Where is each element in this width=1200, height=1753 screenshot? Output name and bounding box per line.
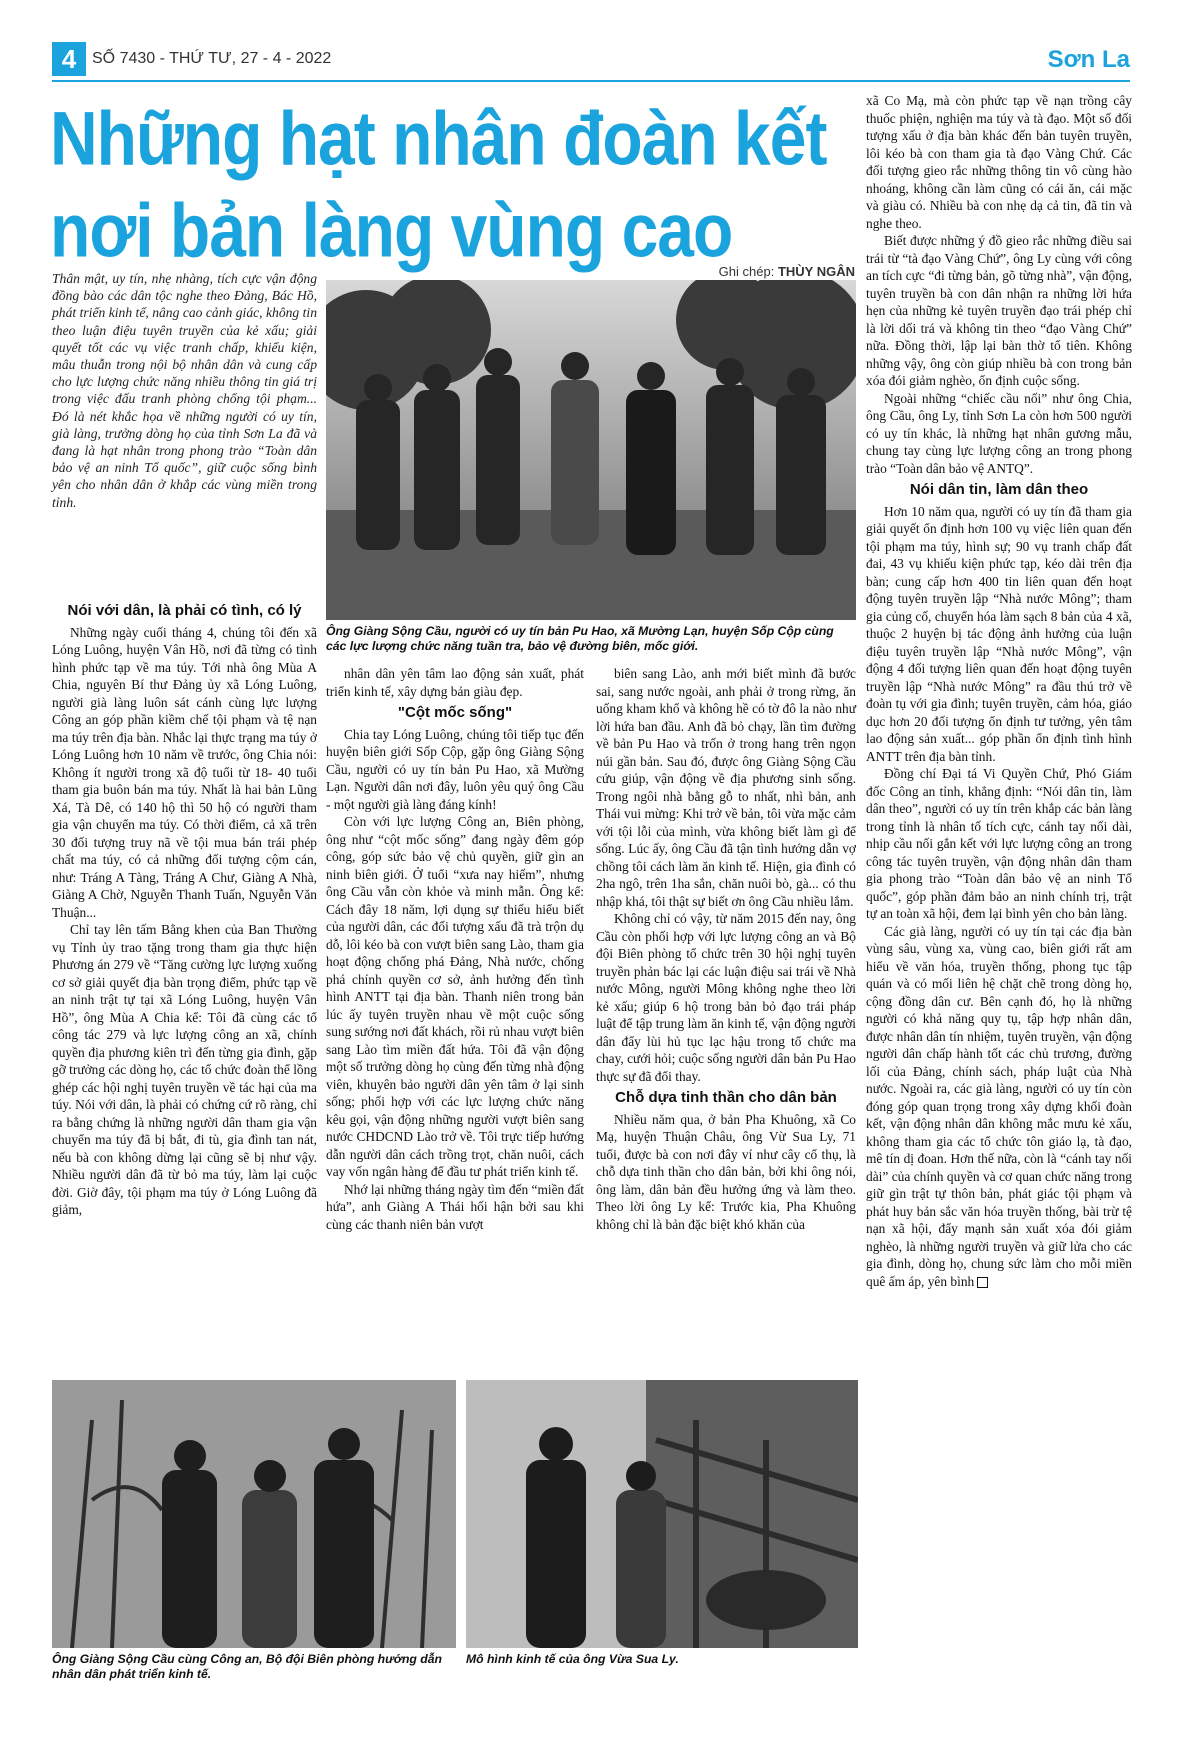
- byline: [590, 264, 855, 279]
- paragraph: Nhớ lại những tháng ngày tìm đến “miền đất hứa”, anh Giàng A Thái hối hận bởi sau khi cùng các thanh niên bản vượt: [326, 1181, 584, 1232]
- paragraph: Ngoài những “chiếc cầu nối” như ông Chia, ông Cầu, ông Ly, tỉnh Sơn La còn hơn 500 người có uy tín khác, là những hạt nhân gương mẫu, chung tay cùng lực lượng công an trong phong trào “Toàn dân bảo vệ ANTQ”.: [866, 390, 1132, 476]
- paragraph: Chia tay Lóng Luông, chúng tôi tiếp tục đến huyện biên giới Sốp Cộp, gặp ông Giàng Sộng Cầu, người có uy tín bản Pu Hao, xã Mường Lạn. Người dân nơi đây, luôn yêu quý ông Cầu - một người già làng đáng kính!: [326, 726, 584, 812]
- paragraph: Biết được những ý đồ gieo rắc những điều sai trái từ “tà đạo Vàng Chứ”, ông Ly cùng với công an tích cực “đi từng bản, gõ từng nhà”, vận động, tuyên truyền bà con dân nhận ra những lời hứa hẹn của những kẻ tuyên truyền đạo trái phép chỉ là lời dối trá và không tin theo “đạo Vàng Chứ” nữa. Đồng thời, lập lại bàn thờ tổ tiên. Không những vậy, ông còn giúp nhiều bà con trong bản xóa đói giảm nghèo, ổn định cuộc sống.: [866, 233, 1132, 388]
- lead-paragraph: Thân mật, uy tín, nhẹ nhàng, tích cực vận động đồng bào các dân tộc nghe theo Đảng, Bác Hồ, phát triển kinh tế, nâng cao cảnh giác, không tin theo luận điệu tuyên truyền của kẻ xấu; giải quyết tốt các vụ việc tranh chấp, khiếu kiện, mâu thuẫn trong nội bộ nhân dân và cung cấp cho lực lượng chức năng nhiều thông tin giá trị trong việc đấu tranh phòng chống tội phạm... Đó là nét khắc họa về những người có uy tín, già làng, trưởng dòng họ của tỉnh Sơn La đã và đang là hạt nhân trong phong trào “Toàn dân bảo vệ an ninh Tổ quốc”, giữ cuộc sống bình yên cho nhân dân ở khắp các vùng miền trong tỉnh.: [52, 271, 317, 510]
- byline-author: THÙY NGÂN: [777, 264, 855, 279]
- photo-livestock-caption: Mô hình kinh tế của ông Vừa Sua Ly.: [466, 1652, 679, 1666]
- headline-line-1: Những hạt nhân đoàn kết: [50, 95, 827, 181]
- paragraph: Còn với lực lượng Công an, Biên phòng, ông như “cột mốc sống” đang ngày đêm góp công, góp sức bảo vệ chủ quyền, giữ gìn an ninh biên giới. Ở tuổi “xưa nay hiếm”, nhưng ông Cầu vẫn còn khỏe và minh mẫn. Ông kể: Cách đây 18 năm, lợi dụng sự thiếu hiểu biết của người dân, các đối tượng xấu đã trà trộn dụ dỗ, lôi kéo bà con vượt biên sang Lào, tham gia hoạt động chống phá Đảng, Nhà nước, chống phá chính quyền cơ sở, ảnh hưởng đến tình hình ANTT tại địa bàn. Thanh niên trong bản lúc ấy tuyên truyền nhau về một cuộc sống sung sướng nơi đất khách, rồi rủ nhau vượt biên sang Lào tìm miền đất hứa. Tôi đã vận động một số trưởng dòng họ cùng đến từng nhà động viên, khuyên bảo người dân yên tâm ở lại sinh sống; phối hợp với các lực lượng chức năng kêu gọi, vận động những người vượt biên sang nước CHDCND Lào trở về. Tôi trực tiếp hướng dẫn người dân cách trồng trọt, chăn nuôi, cách vay vốn ngân hàng để đầu tư phát triển kinh tế.: [326, 814, 584, 1179]
- main-photo-caption: Ông Giàng Sộng Cầu, người có uy tín bản Pu Hao, xã Mường Lạn, huyện Sốp Cộp cùng các lực lượng chức năng tuần tra, bảo vệ đường biên, mốc giới.: [326, 624, 834, 653]
- paragraph: Những ngày cuối tháng 4, chúng tôi đến xã Lóng Luông, huyện Vân Hồ, nơi đã từng có tình hình phức tạp về ma túy. Tới nhà ông Mùa A Chia, nguyên Bí thư Đảng ủy xã Lóng Luông, người già làng luôn sát cánh cùng lực lượng Công an góp phần kiềm chế tội phạm và tệ nạn ma túy trên địa bàn. Nhắc lại thực trạng ma túy ở Lóng Luông hơn 10 năm về trước, ông Chia nói: Không ít người trong xã độ tuổi từ 18- 40 tuổi tham gia buôn bán ma túy. Nhất là hai bản Lũng Xá, Tà Dê, có 140 hộ thì 50 hộ có người tham gia vận chuyển ma túy. Có thời điểm, cả xã trên 30 đối tượng truy nã về tội mua bán trái phép chất ma túy, có cả những đối tượng cộm cán, như: Tráng A Tàng, Tráng A Chư, Giàng A Nhà, Giàng A Chờ, Nguyễn Thanh Tuấn, Nguyễn Văn Thuận...: [52, 624, 317, 920]
- paragraph: nhân dân yên tâm lao động sản xuất, phát triển kinh tế, xây dựng bản giàu đẹp.: [326, 666, 584, 699]
- column-2: [326, 665, 584, 1233]
- end-mark-icon: [977, 1277, 988, 1288]
- page-number: 4: [52, 42, 86, 76]
- column-1: [52, 598, 317, 1219]
- photo-livestock: [466, 1380, 858, 1648]
- section-name: Sơn La: [1047, 46, 1130, 73]
- subhead-3: Chỗ dựa tinh thần cho dân bản: [615, 1089, 837, 1106]
- headline-line-2: nơi bản làng vùng cao: [50, 187, 733, 273]
- photo-corn-field: [52, 1380, 456, 1648]
- subhead-1: Nói với dân, là phải có tình, có lý: [67, 602, 302, 619]
- paragraph: Không chỉ có vậy, từ năm 2015 đến nay, ông Cầu còn phối hợp với lực lượng công an và Bộ đội Biên phòng tổ chức trên 30 hội nghị tuyên truyền phản bác lại các luận điệu sai trái về Nhà nước Mông, người Mông không nghe theo lời kẻ xấu; giúp 6 hộ trong bản bỏ đạo trái pháp luật để tập trung làm ăn kinh tế, vận động người dân đẩy lùi hủ tục lạc hậu trong tổ chức ma chay, cưới hỏi; cuộc sống người dân bản Pu Hao thực sự đã đổi thay.: [596, 911, 856, 1084]
- closing-text: Các già làng, người có uy tín tại các địa bàn vùng sâu, vùng xa, vùng cao, biên giới rất am hiểu về văn hóa, truyền thống, phong tục tập quán và có mối liên hệ chặt chẽ trong dòng họ, cộng đồng dân cư. Bên cạnh đó, họ là những người có khả năng quy tụ, tập hợp nhân dân, được nhân dân tín nhiệm, tuyên truyền, vận động người dân chấp hành tốt các chủ trương, đường lối của Đảng, chính sách, pháp luật của Nhà nước. Ngoài ra, các già làng, người có uy tín còn đóng góp quan trọng trong xây dựng khối đoàn kết, vận động nhân dân không mắc mưu kẻ xấu, không tham gia các tổ chức tôn giáo lạ, tà đạo, mê tín dị đoan. Hơn thế nữa, còn là “cánh tay nối dài” của chính quyền và cơ quan chức năng trong giữ gìn trật tự thôn bản, phát giác tội phạm và phát huy bản sắc văn hóa truyền thống, bài trừ tệ nạn xã hội, đẩy mạnh sản xuất xóa đói giảm nghèo, là những người truyền và giữ lửa cho các gia đình, dòng họ, chung sức làm cho mỗi miền quê ấm áp, yên bình: [866, 923, 1132, 1289]
- photo-corn-caption: Ông Giàng Sộng Cầu cùng Công an, Bộ đội Biên phòng hướng dẫn nhân dân phát triển kinh tế.: [52, 1652, 442, 1681]
- byline-prefix: Ghi chép:: [718, 264, 775, 279]
- column-4: [866, 92, 1132, 1290]
- paragraph: [866, 923, 1132, 1291]
- paragraph: Hơn 10 năm qua, người có uy tín đã tham gia giải quyết ổn định hơn 100 vụ việc liên quan đến tội phạm ma túy, hình sự; 90 vụ tranh chấp đất đai, 43 vụ khiếu kiện phức tạp, kéo dài trên địa bàn; cung cấp hơn 400 tin liên quan đến hoạt động tuyên truyền lập “Nhà nước Mông”; tham gia củng cố, chuyển hóa làm sạch 8 bản của 4 xã, thuộc 2 huyện bị tác động ảnh hưởng của luận điệu tuyên truyền lập “Nhà nước Mông”, vận động 4 đối tượng liên quan đến hoạt động tuyên truyền lập “Nhà nước Mông” ra đầu thú trở về đoàn tụ với gia đình; tuyên truyền, cảm hóa, giáo dục hơn 20 đối tượng ổn định tư tưởng, yên tâm lao động sản xuất... góp phần ổn định tình hình ANTT trên địa bàn tỉnh.: [866, 503, 1132, 764]
- header-rule: [52, 80, 1130, 82]
- headline: [50, 92, 870, 276]
- paragraph: Chỉ tay lên tấm Bằng khen của Ban Thường vụ Tỉnh ủy trao tặng trong tham gia thực hiện Phương án 279 về “Tăng cường lực lượng xuống cơ sở giải quyết địa bàn trọng điểm, phức tạp về an ninh trật tự tại xã Lóng Luông, huyện Vân Hồ”, ông Mùa A Chia kể: Tôi đã cùng các tổ công tác 279 và lực lượng công an xã, chính quyền địa phương kiên trì đến từng gia đình, gặp gỡ trưởng các dòng họ, các tổ chức đoàn thể lồng ghép các hội nghị tuyên truyền về tác hại của ma túy. Nói với dân, là phải có chứng cứ rõ ràng, chỉ ra bằng chứng là những người dân tham gia vận chuyển ma túy đã bị bắt, đi tù, gia đình tan nát, nếu bà con không dừng lại cũng sẽ bị như vậy. Nhiều người dân đã từ bỏ ma túy, làm lại cuộc đời. Giờ đây, tội phạm ma túy ở Lóng Luông đã giảm,: [52, 922, 317, 1217]
- column-3: [596, 665, 856, 1233]
- paragraph: biên sang Lào, anh mới biết mình đã bước sai, sang nước ngoài, anh phải ở trong rừng, ăn uống kham khổ và không hề có tờ đô la nào như lời hứa ban đầu. Anh đã bỏ chạy, lần tìm đường về bản Pu Hao và trốn ở trong hang trên ngọn núi gần bản. Sau đó, được ông Giàng Sộng Cầu cứu giúp, vận động về địa phương sinh sống. Trong ngôi nhà bằng gỗ to nhất, nhì bản, anh Thái vui mừng: Khi trở về bản, tôi vừa mặc cảm với tội lỗi của mình, vừa không biết làm gì để sống. Lúc ấy, ông Cầu đã tận tình hướng dẫn vợ chồng tôi cách làm ăn kinh tế. Hiện, gia đình có 2ha ngô, trên 1ha sắn, chăn nuôi bò, gà... có thu nhập khá, tôi thật sự biết ơn ông Cầu nhiều lắm.: [596, 666, 856, 909]
- subhead-2: "Cột mốc sống": [397, 704, 513, 721]
- issue-info: SỐ 7430 - THỨ TƯ, 27 - 4 - 2022: [92, 50, 332, 67]
- main-photo: [326, 280, 856, 620]
- subhead-4: Nói dân tin, làm dân theo: [909, 481, 1089, 498]
- paragraph: xã Co Mạ, mà còn phức tạp về nạn trồng cây thuốc phiện, nghiện ma túy và tà đạo. Một số đối tượng xấu ở địa bàn khác đến bản tuyên truyền, lôi kéo bà con tham gia tà đạo Vàng Chứ. Các đối tượng gieo rắc những thông tin vô cùng hào nhoáng, không cần làm cũng có cái ăn, cái mặc và giàu có. Nhiều bà con nhẹ dạ cả tin, đã tin và nghe theo.: [866, 93, 1132, 231]
- paragraph: Nhiều năm qua, ở bản Pha Khuông, xã Co Mạ, huyện Thuận Châu, ông Vừ Sua Ly, 71 tuổi, được bà con nơi đây ví như cây cổ thụ, là chỗ dựa tinh thần cho dân bản, bởi khi ông nói, ông làm, dân bản đều hưởng ứng và làm theo. Theo lời ông Ly kể: Trước kia, Pha Khuông không chỉ là bản đặc biệt khó khăn của: [596, 1111, 856, 1232]
- paragraph: Đồng chí Đại tá Vi Quyền Chứ, Phó Giám đốc Công an tỉnh, khẳng định: “Nói dân tin, làm dân theo”, người có uy tín trên khắp các bản làng trong tỉnh là nhân tố tích cực, cánh tay nối dài, nhịp cầu nối gắn kết với lực lượng công an trong công tác tuyên truyền, vận động nhân dân tham gia phong trào “Toàn dân bảo vệ an ninh Tổ quốc”, góp phần đảm bảo an ninh chính trị, trật tự an toàn xã hội, đem lại bình yên cho bản làng.: [866, 766, 1132, 921]
